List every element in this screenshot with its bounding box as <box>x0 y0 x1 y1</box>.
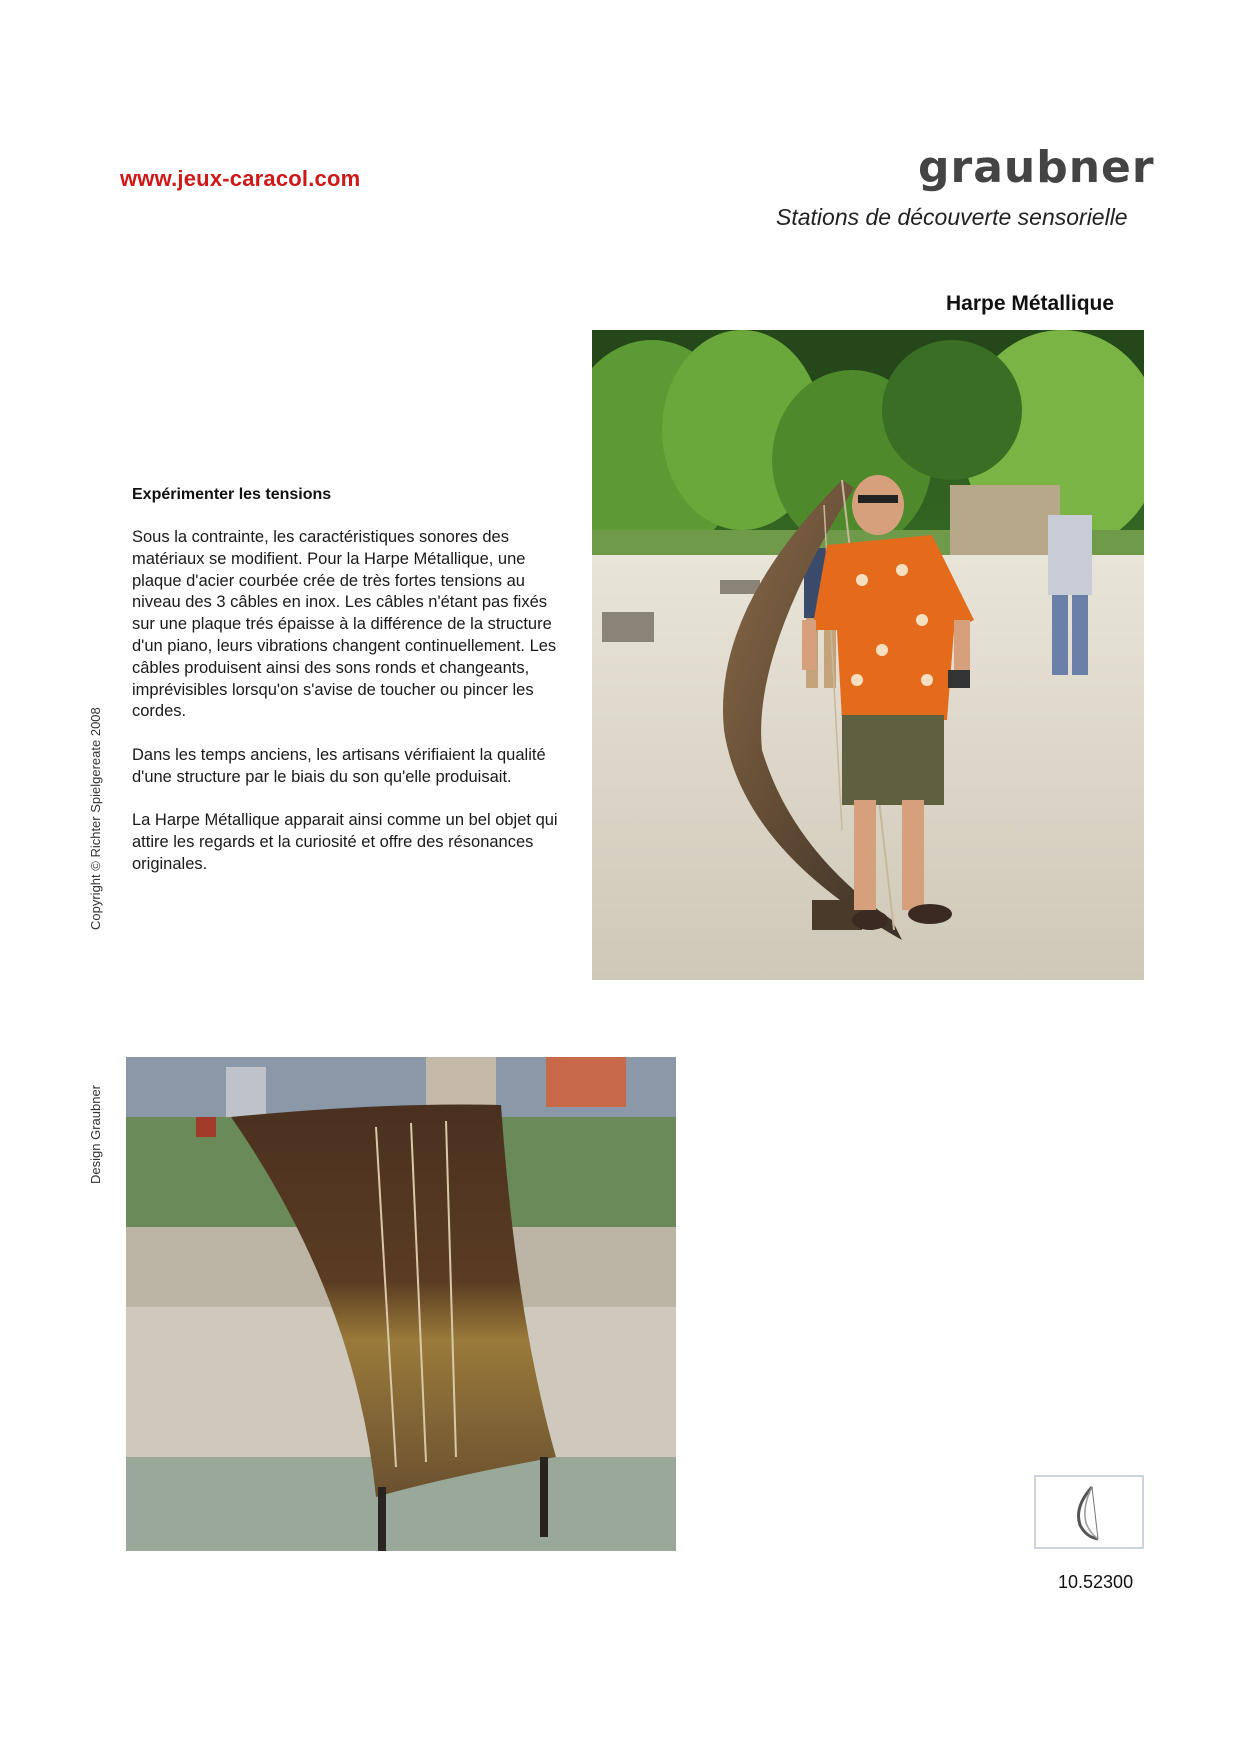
copyright-note: Copyright © Richter Spielgereate 2008 <box>88 707 103 930</box>
product-pictogram <box>1034 1475 1144 1549</box>
page-subtitle: Stations de découverte sensorielle <box>776 204 1128 230</box>
paragraph: La Harpe Métallique apparait ainsi comme un bel objet qui attire les regards et la curiosité et offre des résonances originales. <box>132 811 558 873</box>
paragraph: Sous la contrainte, les caractéristiques sonores des matériaux se modifient. Pour la Harpe Métallique, une plaque d'acier courbée crée de très fortes tensions au niveau des 3 câbles en inox. Les câbles n'étant pas fixés sur une plaque trés épaisse à la différence de la structure d'un piano, leurs vibrations changent continuellement. Les câbles produisent ainsi des sons ronds et changeants, imprévisibles lorsqu'on s'avise de toucher ou pincer les cordes. <box>132 528 557 721</box>
website-link[interactable]: www.jeux-caracol.com <box>120 166 361 191</box>
harp-photo-park <box>592 330 1144 980</box>
description-text <box>132 527 572 898</box>
section-heading: Expérimenter les tensions <box>132 486 332 503</box>
paragraph: Dans les temps anciens, les artisans vérifiaient la qualité d'une structure par le biais du son qu'elle produisait. <box>132 745 546 786</box>
logo-text: graubner <box>918 142 1155 193</box>
harp-outline-icon <box>1036 1477 1142 1547</box>
design-credit: Design Graubner <box>88 1085 103 1184</box>
graubner-logo <box>912 142 1155 198</box>
product-title: Harpe Métallique <box>946 292 1115 315</box>
article-number: 10.52300 <box>1058 1572 1134 1592</box>
harp-photo-closeup <box>126 1057 676 1551</box>
